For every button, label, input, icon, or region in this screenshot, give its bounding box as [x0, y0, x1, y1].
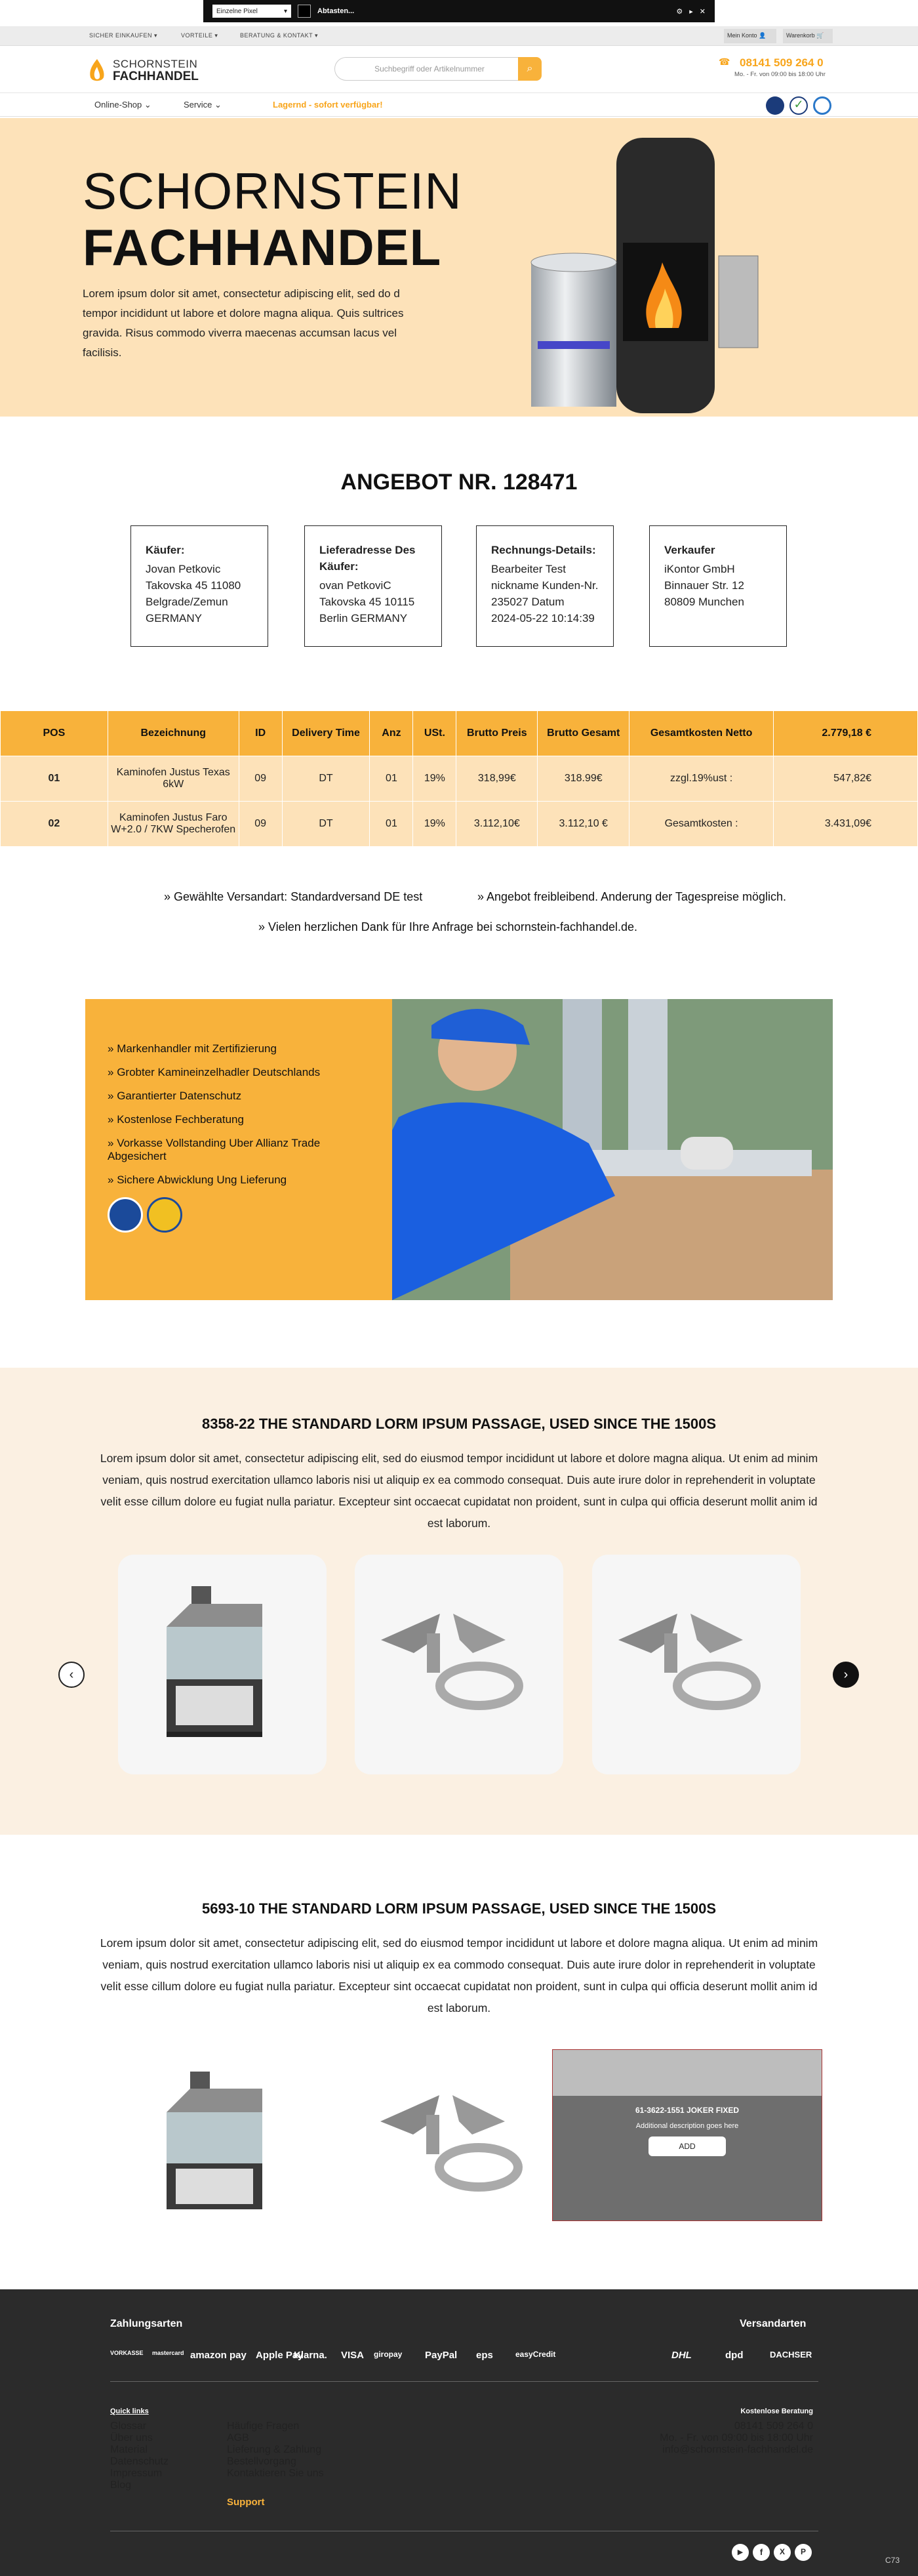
col-header: POS: [1, 711, 108, 756]
product-card[interactable]: [118, 1555, 327, 1774]
search-icon[interactable]: ⌕: [518, 57, 542, 81]
col-header: Bezeichnung: [108, 711, 239, 756]
col-header: Brutto Gesamt: [538, 711, 629, 756]
table-cell: 02: [1, 802, 108, 847]
buyer-line: Jovan Petkovic: [146, 563, 221, 575]
chevron-down-icon: ▾: [283, 7, 287, 15]
table-cell: Kaminofen Justus Texas 6kW: [108, 756, 239, 802]
logo-line2: FACHHANDEL: [113, 70, 199, 83]
settings-icon[interactable]: ⚙: [676, 7, 683, 16]
quality-seal-icon: [147, 1197, 182, 1233]
table-cell: 19%: [413, 802, 456, 847]
quick-links-title: Quick links: [110, 2407, 149, 2415]
user-icon: 👤: [759, 32, 767, 39]
footer-link[interactable]: Bestellvorgang: [227, 2456, 296, 2467]
fireplace-image: [118, 2049, 315, 2221]
contact-info: [643, 2421, 813, 2456]
invoice-line: nickname Kunden-Nr.: [491, 579, 599, 592]
table-cell: 01: [370, 802, 413, 847]
wall-bracket-image: [592, 1555, 801, 1774]
trust-item: » Garantierter Datenschutz: [108, 1090, 242, 1102]
footer-link[interactable]: Über uns: [110, 2432, 153, 2443]
table-cell: zzgl.19%ust :: [629, 756, 774, 802]
footer-link[interactable]: Kontaktieren Sie uns: [227, 2468, 324, 2479]
table-cell: Gesamtkosten :: [629, 802, 774, 847]
offer-title: ANGEBOT NR. 128471: [340, 470, 578, 495]
easycredit-icon: easyCredit: [515, 2350, 556, 2359]
table-header-row: [1, 711, 918, 756]
color-swatch[interactable]: [298, 5, 311, 18]
section2-title: 5693-10 THE STANDARD LORM IPSUM PASSAGE, USED SINCE THE 1500S: [201, 1900, 717, 1917]
klarna-icon: Klarna.: [294, 2350, 327, 2361]
table-cell: 3.112,10 €: [538, 802, 629, 847]
add-button[interactable]: ADD: [649, 2136, 726, 2156]
sample-label: Abtasten...: [317, 7, 355, 15]
close-icon[interactable]: ✕: [699, 7, 706, 16]
table-cell: 318,99€: [456, 756, 538, 802]
col-header: Gesamtkosten Netto: [629, 711, 774, 756]
table-cell: 01: [1, 756, 108, 802]
picker-toolbar: [203, 0, 715, 22]
table-cell: 19%: [413, 756, 456, 802]
opening-hours: Mo. - Fr. von 09:00 bis 18:00 Uhr: [734, 71, 826, 78]
dhl-icon: DHL: [671, 2350, 692, 2361]
invoice-line: 2024-05-22 10:14:39: [491, 612, 595, 624]
hover-description: Additional description goes here: [635, 2122, 739, 2130]
footer-link[interactable]: Glossar: [110, 2421, 147, 2432]
support-link[interactable]: Support: [227, 2497, 265, 2508]
trust-panel: [85, 999, 392, 1300]
util-link-1[interactable]: VORTEILE ▾: [181, 32, 218, 39]
chevron-left-icon[interactable]: ‹: [58, 1662, 85, 1688]
trust-item: » Kostenlose Fechberatung: [108, 1113, 244, 1126]
product-tile-hover[interactable]: [552, 2049, 822, 2221]
section1-text: Lorem ipsum dolor sit amet, consectetur adipiscing elit, sed do eiusmod tempor incididunt ut labore et dolore magna aliqua. Ut enim ad minim veniam, quis nostrud exercitation ullamco laboris nisi ut aliquip ex ea commodo consequat. Duis aute irure dolor in reprehenderit in voluptate velit esse cillum dolore eu fugiat nulla pariatur. Excepteur sint occaecat cupidatat non proident, sunt in culpa qui officia deserunt mollit anim id est laborum.: [100, 1452, 818, 1530]
buyer-line: GERMANY: [146, 612, 202, 624]
wall-bracket-image: [354, 2049, 551, 2221]
product-card[interactable]: [592, 1555, 801, 1774]
chevron-right-icon[interactable]: ›: [833, 1662, 859, 1688]
product-tile[interactable]: [118, 2049, 315, 2221]
installer-photo: [392, 999, 833, 1300]
shipping-note: » Gewählte Versandart: Standardversand DE test: [164, 890, 423, 903]
checkmark-badge-icon: ✓: [789, 96, 808, 115]
quote-table: [0, 710, 918, 847]
col-header: Anz: [370, 711, 413, 756]
fireplace-image: [118, 1555, 327, 1774]
contact-hours: Mo. - Fr. von 09:00 bis 18:00 Uhr: [660, 2432, 813, 2443]
phone-number[interactable]: 08141 509 264 0: [740, 56, 824, 69]
contact-phone[interactable]: 08141 509 264 0: [734, 2421, 813, 2432]
thanks-note: » Vielen herzlichen Dank für Ihre Anfrage bei schornstein-fachhandel.de.: [258, 920, 638, 933]
nav-service[interactable]: Service ⌄: [184, 100, 222, 110]
double-chevron-icon: »: [477, 890, 485, 903]
footer-link[interactable]: Häufige Fragen: [227, 2421, 300, 2432]
section1-title: 8358-22 THE STANDARD LORM IPSUM PASSAGE, USED SINCE THE 1500S: [201, 1416, 717, 1432]
nav-promo[interactable]: Lagernd - sofort verfügbar!: [273, 100, 383, 110]
sample-select-value: Einzelne Pixel: [216, 7, 258, 15]
vorkasse-icon: VORKASSE: [110, 2350, 144, 2356]
table-row: [1, 756, 918, 802]
contact-email[interactable]: info@schornstein-fachhandel.de: [662, 2444, 813, 2455]
section2-text: Lorem ipsum dolor sit amet, consectetur adipiscing elit, sed do eiusmod tempor incididunt ut labore et dolore magna aliqua. Ut enim ad minim veniam, quis nostrud exercitation ullamco laboris nisi ut aliquip ex ea commodo consequat. Duis aute irure dolor in reprehenderit in voluptate velit esse cillum dolore eu fugiat nulla pariatur. Excepteur sint occaecat cupidatat non proident, sunt in culpa qui officia deserunt mollit anim id est laborum.: [100, 1936, 818, 2014]
price-note: » Angebot freibleibend. Anderung der Tagespreise möglich.: [477, 890, 787, 903]
caret-icon[interactable]: ▸: [689, 7, 693, 16]
table-cell: 01: [370, 756, 413, 802]
eps-icon: eps: [476, 2350, 493, 2361]
footer-link[interactable]: Datenschutz: [110, 2456, 169, 2467]
delivery-line: Berlin GERMANY: [319, 612, 408, 624]
stove-image: [525, 131, 793, 420]
mastercard-icon: mastercard: [152, 2350, 184, 2356]
cart-button[interactable]: Warenkorb 🛒: [783, 29, 833, 43]
buyer-line: Takovska 45 11080: [146, 579, 241, 592]
logo-line1: SCHORNSTEIN: [113, 58, 198, 70]
util-link-2[interactable]: BERATUNG & KONTAKT ▾: [240, 32, 319, 39]
invoice-box: [476, 525, 614, 647]
buyer-heading: Käufer:: [146, 544, 185, 556]
col-header: ID: [239, 711, 282, 756]
hero-title-line1: SCHORNSTEIN: [83, 162, 462, 220]
invoice-line: 235027 Datum: [491, 596, 565, 608]
main-nav: [0, 93, 918, 117]
contact-title: Kostenlose Beratung: [740, 2407, 813, 2415]
wall-bracket-image: [355, 1555, 563, 1774]
col-header: Brutto Preis: [456, 711, 538, 756]
table-cell: Kaminofen Justus Faro W+2.0 / 7KW Specherofen: [108, 802, 239, 847]
double-chevron-icon: »: [164, 890, 171, 903]
delivery-box: [304, 525, 442, 647]
seller-line: 80809 Munchen: [664, 596, 744, 608]
table-cell: 3.431,09€: [774, 802, 918, 847]
trust-item: » Grobter Kamineinzelhadler Deutschlands: [108, 1066, 321, 1078]
youtube-icon[interactable]: ▶: [732, 2544, 749, 2561]
seal-badge-icon: [813, 96, 831, 115]
double-chevron-icon: »: [258, 920, 266, 933]
amazon-pay-icon: amazon pay: [190, 2350, 247, 2361]
sample-select[interactable]: [212, 5, 291, 18]
corner-label: C73: [885, 2556, 900, 2565]
dpd-icon: dpd: [725, 2350, 744, 2361]
table-cell: 09: [239, 802, 282, 847]
hover-title: 61-3622-1551 JOKER FIXED: [635, 2106, 740, 2115]
delivery-line: Takovska 45 10115: [319, 596, 415, 608]
trust-item: » Vorkasse Vollstanding Uber Allianz Trade Abgesichert: [108, 1137, 321, 1162]
giropay-icon: giropay: [374, 2350, 403, 2359]
apple-pay-icon: Apple Pay: [256, 2350, 304, 2361]
delivery-line: ovan PetkoviC: [319, 579, 391, 592]
seller-line: iKontor GmbH: [664, 563, 735, 575]
cart-icon: 🛒: [816, 32, 824, 39]
paypal-icon: PayPal: [425, 2350, 458, 2361]
footer-link[interactable]: Material: [110, 2444, 148, 2455]
header: [0, 46, 918, 93]
util-link-0[interactable]: SICHER EINKAUFEN ▾: [89, 32, 158, 39]
invoice-line: Bearbeiter Test: [491, 563, 567, 575]
flame-logo-icon: [87, 58, 108, 83]
seller-heading: Verkaufer: [664, 544, 715, 556]
tuv-seal-icon: [108, 1197, 143, 1233]
table-cell: DT: [282, 802, 370, 847]
nav-online-shop[interactable]: Online-Shop ⌄: [94, 100, 151, 110]
footer-col-2: [227, 2421, 324, 2480]
hero-title-line2: FACHHANDEL: [83, 218, 442, 276]
product-tile[interactable]: [354, 2049, 551, 2221]
x-icon[interactable]: X: [774, 2544, 791, 2561]
buyer-box: [130, 525, 268, 647]
buyer-line: Belgrade/Zemun: [146, 596, 228, 608]
invoice-heading: Rechnungs-Details:: [491, 544, 596, 556]
shipping-title: Versandarten: [740, 2318, 807, 2329]
trust-badge-icon: [766, 96, 784, 115]
seller-line: Binnauer Str. 12: [664, 579, 744, 592]
phone-icon: ☎: [719, 56, 730, 67]
footer-link[interactable]: Blog: [110, 2480, 132, 2491]
visa-icon: VISA: [341, 2350, 365, 2361]
account-button[interactable]: Mein Konto 👤: [724, 29, 776, 43]
trust-item: » Sichere Abwicklung Ung Lieferung: [108, 1174, 287, 1186]
pinterest-icon[interactable]: P: [795, 2544, 812, 2561]
seller-box: [649, 525, 787, 647]
footer-col-1: [110, 2421, 169, 2491]
footer-divider: [110, 2381, 818, 2382]
table-cell: 09: [239, 756, 282, 802]
payment-title: Zahlungsarten: [110, 2318, 183, 2329]
utility-bar: [0, 26, 918, 46]
col-header: Delivery Time: [282, 711, 370, 756]
table-cell: 547,82€: [774, 756, 918, 802]
table-cell: 318.99€: [538, 756, 629, 802]
trust-item: » Markenhandler mit Zertifizierung: [108, 1042, 277, 1055]
footer-link[interactable]: AGB: [227, 2432, 249, 2443]
table-row: [1, 802, 918, 847]
social-links: [732, 2544, 812, 2561]
col-header: USt.: [413, 711, 456, 756]
table-cell: 3.112,10€: [456, 802, 538, 847]
dachser-icon: DACHSER: [770, 2350, 812, 2360]
table-cell: DT: [282, 756, 370, 802]
facebook-icon[interactable]: f: [753, 2544, 770, 2561]
footer-link[interactable]: Lieferung & Zahlung: [227, 2444, 322, 2455]
hero-text: Lorem ipsum dolor sit amet, consectetur adipiscing elit, sed do d tempor incididunt ut labore et dolore magna aliqua. Quis sultrices gravida. Risus commodo viverra maecenas accumsan lacus vel facilisis.: [83, 287, 404, 359]
footer-link[interactable]: Impressum: [110, 2468, 163, 2479]
col-header: 2.779,18 €: [774, 711, 918, 756]
search-input[interactable]: Suchbegriff oder Artikelnummer: [334, 57, 525, 81]
delivery-heading: Lieferadresse Des Käufer:: [319, 544, 416, 573]
product-card[interactable]: [355, 1555, 563, 1774]
